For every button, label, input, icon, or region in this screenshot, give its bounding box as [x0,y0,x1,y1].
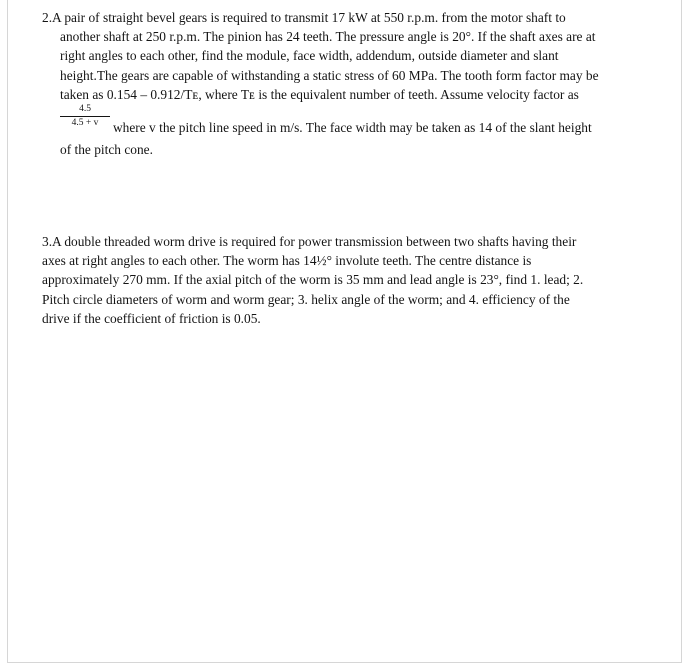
problem-2-line-4: height.The gears are capable of withstanding a static stress of 60 MPa. The tooth form factor may be [60,67,599,83]
problem-2-text [42,8,654,159]
problem-2-line-7: of the pitch cone. [60,142,153,158]
problem-3-line-3: approximately 270 mm. If the axial pitch of the worm is 35 mm and lead angle is 23°, find 1. lead; 2. [42,272,584,288]
problem-3-line-4: Pitch circle diameters of worm and worm gear; 3. helix angle of the worm; and 4. efficiency of the [42,291,570,307]
problem-3-text [42,232,654,328]
problem-2-line-6: where v the pitch line speed in m/s. The face width may be taken as 14 of the slant height [113,120,592,136]
problem-3-line-1: 3.A double threaded worm drive is required for power transmission between two shafts having their [42,234,577,249]
fraction-denominator: 4.5 + v [71,118,99,129]
problem-3-line-5: drive if the coefficient of friction is 0.05. [42,310,261,326]
velocity-factor-fraction [60,104,110,129]
document-page [7,0,682,663]
velocity-factor-line [42,104,654,140]
fraction-numerator: 4.5 [60,104,110,117]
problem-2-line-2: another shaft at 250 r.p.m. The pinion has 24 teeth. The pressure angle is 20°. If the shaft axes are at [60,29,596,45]
problem-3-line-2: axes at right angles to each other. The worm has 14½° involute teeth. The centre distance is [42,253,532,269]
problem-2-line-3: right angles to each other, find the module, face width, addendum, outside diameter and slant [60,48,559,64]
problem-2-line-1: 2.A pair of straight bevel gears is required to transmit 17 kW at 550 r.p.m. from the motor shaft to [42,10,566,25]
problem-2-line-5: taken as 0.154 – 0.912/Tᴇ, where Tᴇ is the equivalent number of teeth. Assume velocity factor as [60,86,579,102]
